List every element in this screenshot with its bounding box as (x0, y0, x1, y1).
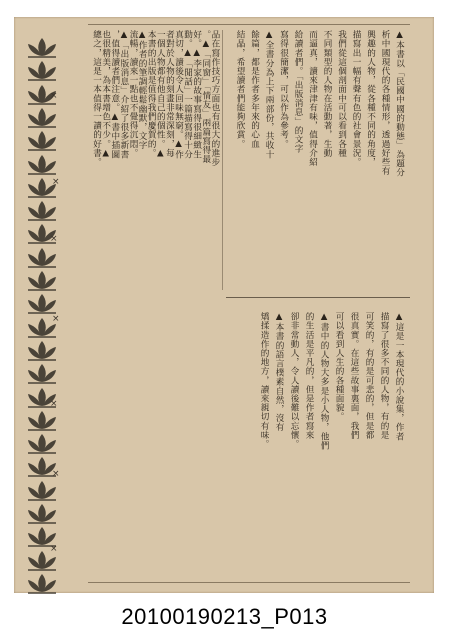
lotus-ornament-icon (22, 199, 62, 221)
text-column: 總之，這是一本值得一讀的好書。 (91, 30, 102, 167)
text-column: ▲本書的語言樸素自然，沒有 (274, 312, 284, 432)
text-column: 析中國現代的各種情形，透過好些有 (380, 30, 390, 176)
text-column: ，值得讀者們注意。▲書中插圖 (109, 30, 120, 159)
lotus-ornament-icon (22, 572, 62, 594)
text-column: 卻非常動人，令人讀後難以忘懷。 (289, 312, 299, 449)
lotus-ornament-icon (22, 479, 62, 501)
text-column: 不同類型的人物在活動著，生動 (322, 30, 332, 158)
text-column: 矯揉造作的地方，讀來親切有味。 (259, 312, 269, 449)
text-column: 興趣的人物，從各種不同的角度， (365, 30, 376, 167)
text-column: 的生活是平凡的，但是作者寫來 (304, 312, 314, 440)
cross-mark-icon: × (50, 91, 58, 101)
text-column: 。▲「同窗」「情友」兩篇寫得最 (200, 30, 211, 164)
text-column: 而逼真，讀來津津有味，值得介紹 (307, 30, 318, 167)
text-column: 也很精美，為本書增色不少。▲ (100, 30, 111, 159)
text-column: ▲這是一本現代的小說集，作者 (394, 312, 404, 441)
lotus-ornament-icon (22, 246, 62, 268)
text-column: ▲書中的人物大多是小人物，他們 (319, 312, 329, 450)
lotus-ornament-icon (22, 153, 62, 175)
cross-mark-icon: × (52, 177, 60, 187)
text-column: 本書的出版是值得我們慶賀的。 (146, 30, 157, 158)
cross-mark-icon: × (50, 399, 58, 409)
cross-mark-icon: × (52, 469, 60, 479)
lotus-ornament-icon (22, 362, 62, 384)
text-column: 一個人物都有他自己的個性。▲ (155, 30, 166, 159)
text-column: 可笑的，有的是可悲的，但是都 (364, 312, 374, 440)
text-column: 真切，讀後令人回味無窮。▲作 (173, 30, 184, 159)
text-column: 動。▲「閒話」一篇描寫得十分 (182, 30, 193, 159)
lotus-ornament-icon (22, 269, 62, 291)
text-column: 品在寫作技巧方面也有很大的進步 (209, 30, 220, 167)
lotus-ornament-icon (22, 36, 62, 58)
text-column: 好。▲李家的故事寫得很細緻生 (191, 30, 202, 159)
image-caption: 20100190213_P013 (121, 604, 328, 629)
text-column: 寫得很簡潔，可以作為參考。 (278, 30, 289, 149)
cross-mark-icon: × (50, 234, 58, 244)
lotus-ornament-icon (22, 432, 62, 454)
top-rule (88, 24, 410, 25)
top-right-article (226, 30, 408, 280)
text-column: 給讀者們。「出版消息」的文字 (293, 30, 303, 154)
lotus-ornament-icon (22, 409, 62, 431)
text-column: ▲本書以「民國中國的動態」為題分 (394, 30, 405, 177)
text-column: 流暢，讀來一點也不覺得沉悶。 (128, 30, 138, 158)
cross-mark-icon: × (50, 544, 58, 554)
ornamental-border (22, 18, 62, 583)
text-column: 結晶，希望讀者們能夠欣賞。 (235, 30, 245, 149)
bottom-right-article (226, 312, 408, 567)
text-column: 者對於人物的刻畫非常深刻，每 (164, 30, 175, 158)
lotus-ornament-icon (22, 129, 62, 151)
text-column: 餘篇，都是作者多年來的心血 (249, 30, 260, 149)
cross-mark-icon: × (52, 314, 60, 324)
text-column: ▲全書分為上下兩部份，共收十 (264, 30, 274, 159)
text-column: 很真實。在這些故事裏面，我們 (349, 312, 359, 440)
lotus-ornament-icon (22, 106, 62, 128)
text-column: ▲作者的筆調輕鬆幽默，文字 (137, 30, 148, 150)
text-column: 描寫出一幅有聲有色的社會景況。 (351, 30, 361, 167)
lotus-ornament-icon (22, 59, 62, 81)
section-divider (226, 297, 410, 298)
lotus-ornament-icon (22, 339, 62, 361)
text-column: 可以看到人生的各種面貌。 (334, 312, 344, 422)
lotus-ornament-icon (22, 502, 62, 524)
text-column: 我們從這個剖面中可以看到各種 (336, 30, 347, 158)
left-article (90, 30, 218, 578)
lotus-ornament-icon (22, 292, 62, 314)
bottom-rule (88, 582, 410, 583)
text-column: 描寫了很多不同的人物，有的是 (379, 312, 389, 440)
text-column: ▲「出版消息」介紹了很多新書 (118, 30, 129, 159)
column-divider (222, 30, 223, 290)
